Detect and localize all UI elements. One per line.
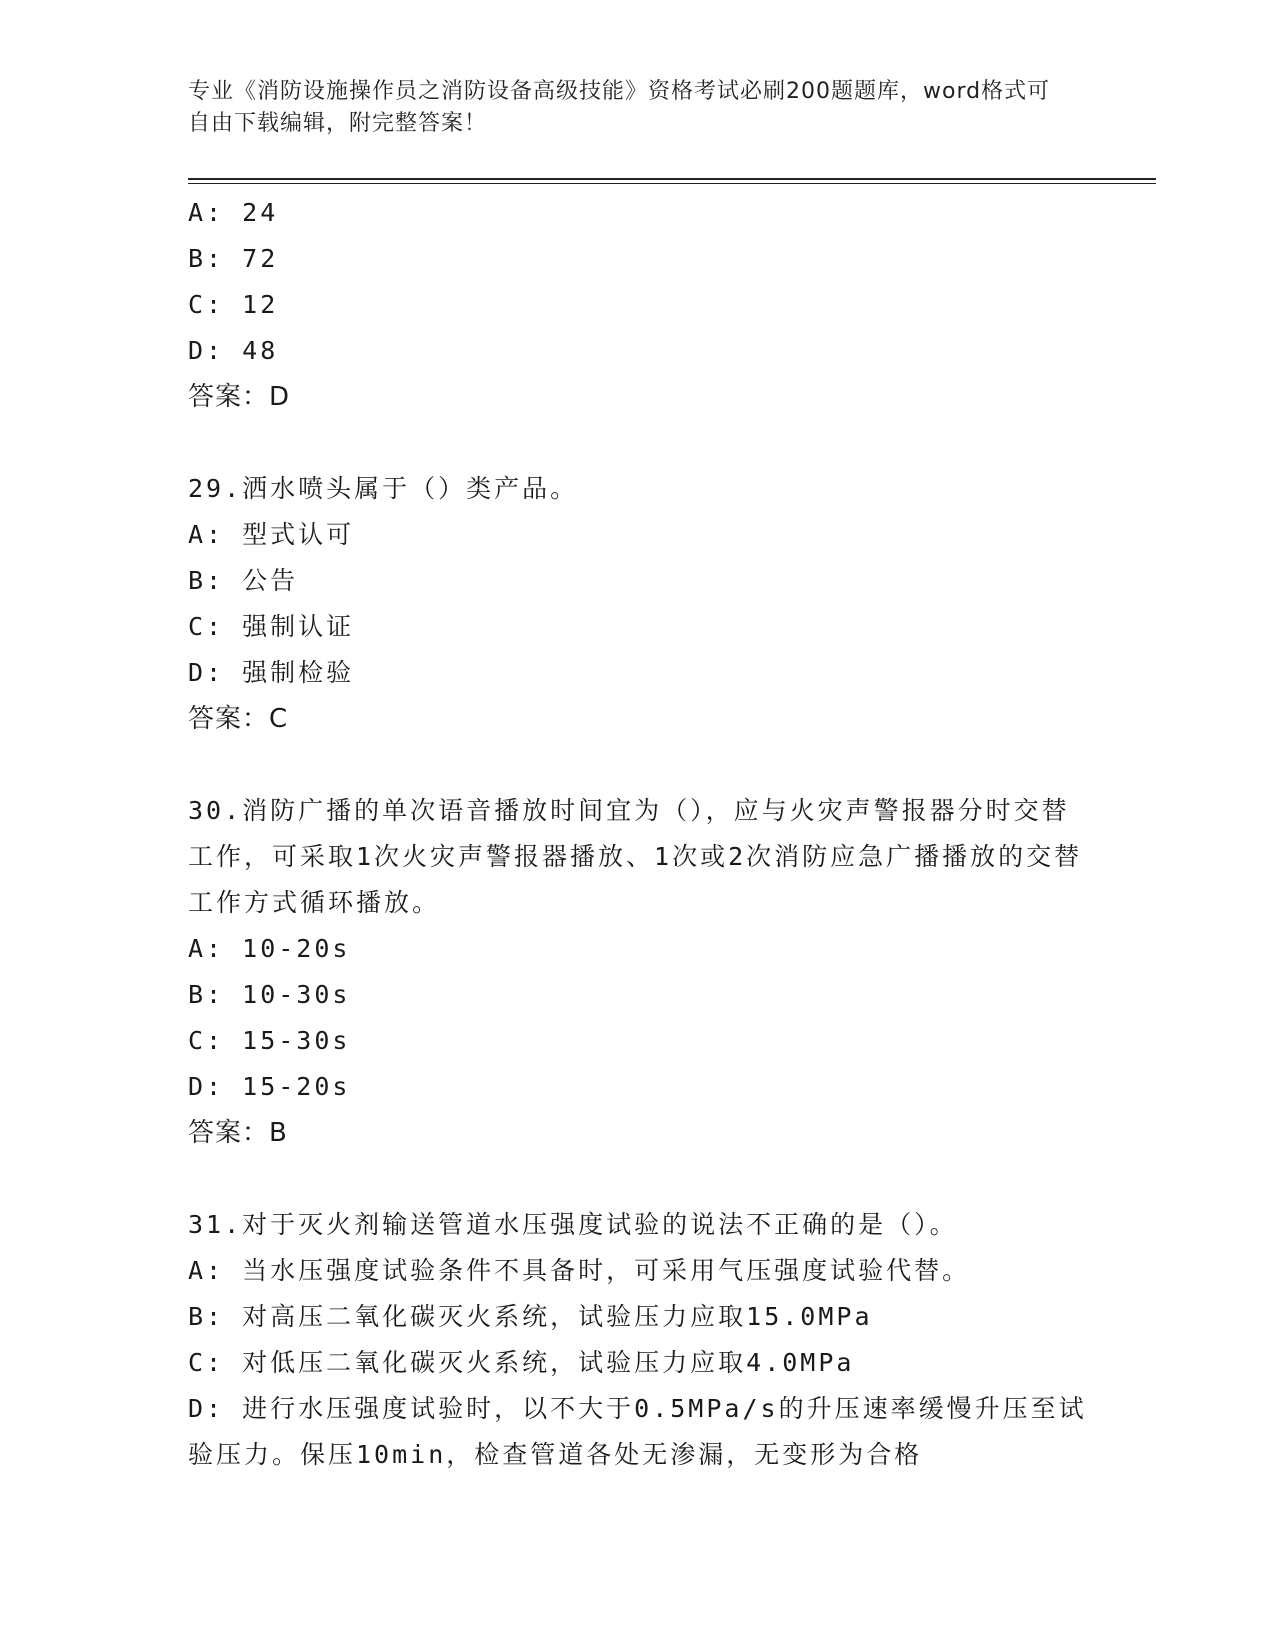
option-c: C: 12	[188, 290, 279, 319]
option-d: D: 48	[188, 336, 279, 365]
answer: 答案：B	[188, 1118, 288, 1148]
question-28-continued	[188, 190, 1088, 420]
answer: 答案：C	[188, 704, 289, 734]
spacer	[188, 1156, 1088, 1202]
header-divider-thick	[188, 178, 1156, 180]
question-text: 29.洒水喷头属于（）类产品。	[188, 474, 579, 503]
option-d: D: 15-20s	[188, 1072, 351, 1101]
question-text: 31.对于灭火剂输送管道水压强度试验的说法不正确的是（）。	[188, 1210, 958, 1239]
spacer	[188, 420, 1088, 466]
option-b: B: 公告	[188, 566, 299, 595]
option-d: D: 进行水压强度试验时，以不大于0.5MPa/s的升压速率缓慢升压至试验压力。保压10min，检查管道各处无渗漏，无变形为合格	[188, 1394, 1087, 1469]
option-a: A: 型式认可	[188, 520, 355, 549]
option-c: C: 对低压二氧化碳灭火系统，试验压力应取4.0MPa	[188, 1348, 855, 1377]
question-list	[188, 190, 1088, 1478]
option-d: D: 强制检验	[188, 658, 355, 687]
question-text: 30.消防广播的单次语音播放时间宜为（），应与火灾声警报器分时交替工作，可采取1次火灾声警报器播放、1次或2次消防应急广播播放的交替工作方式循环播放。	[188, 796, 1083, 917]
option-c: C: 强制认证	[188, 612, 355, 641]
option-b: B: 对高压二氧化碳灭火系统，试验压力应取15.0MPa	[188, 1302, 873, 1331]
option-a: A: 24	[188, 198, 279, 227]
question-29	[188, 466, 1088, 742]
answer: 答案：D	[188, 382, 291, 412]
spacer	[188, 742, 1088, 788]
option-b: B: 10-30s	[188, 980, 351, 1009]
question-30	[188, 788, 1088, 1156]
option-b: B: 72	[188, 244, 279, 273]
option-c: C: 15-30s	[188, 1026, 351, 1055]
question-31	[188, 1202, 1088, 1478]
header-divider-thin	[188, 183, 1156, 184]
option-a: A: 当水压强度试验条件不具备时，可采用气压强度试验代替。	[188, 1256, 971, 1285]
document-header: 专业《消防设施操作员之消防设备高级技能》资格考试必刷200题题库，word格式可自由下载编辑，附完整答案！	[188, 79, 1051, 136]
option-a: A: 10-20s	[188, 934, 351, 963]
